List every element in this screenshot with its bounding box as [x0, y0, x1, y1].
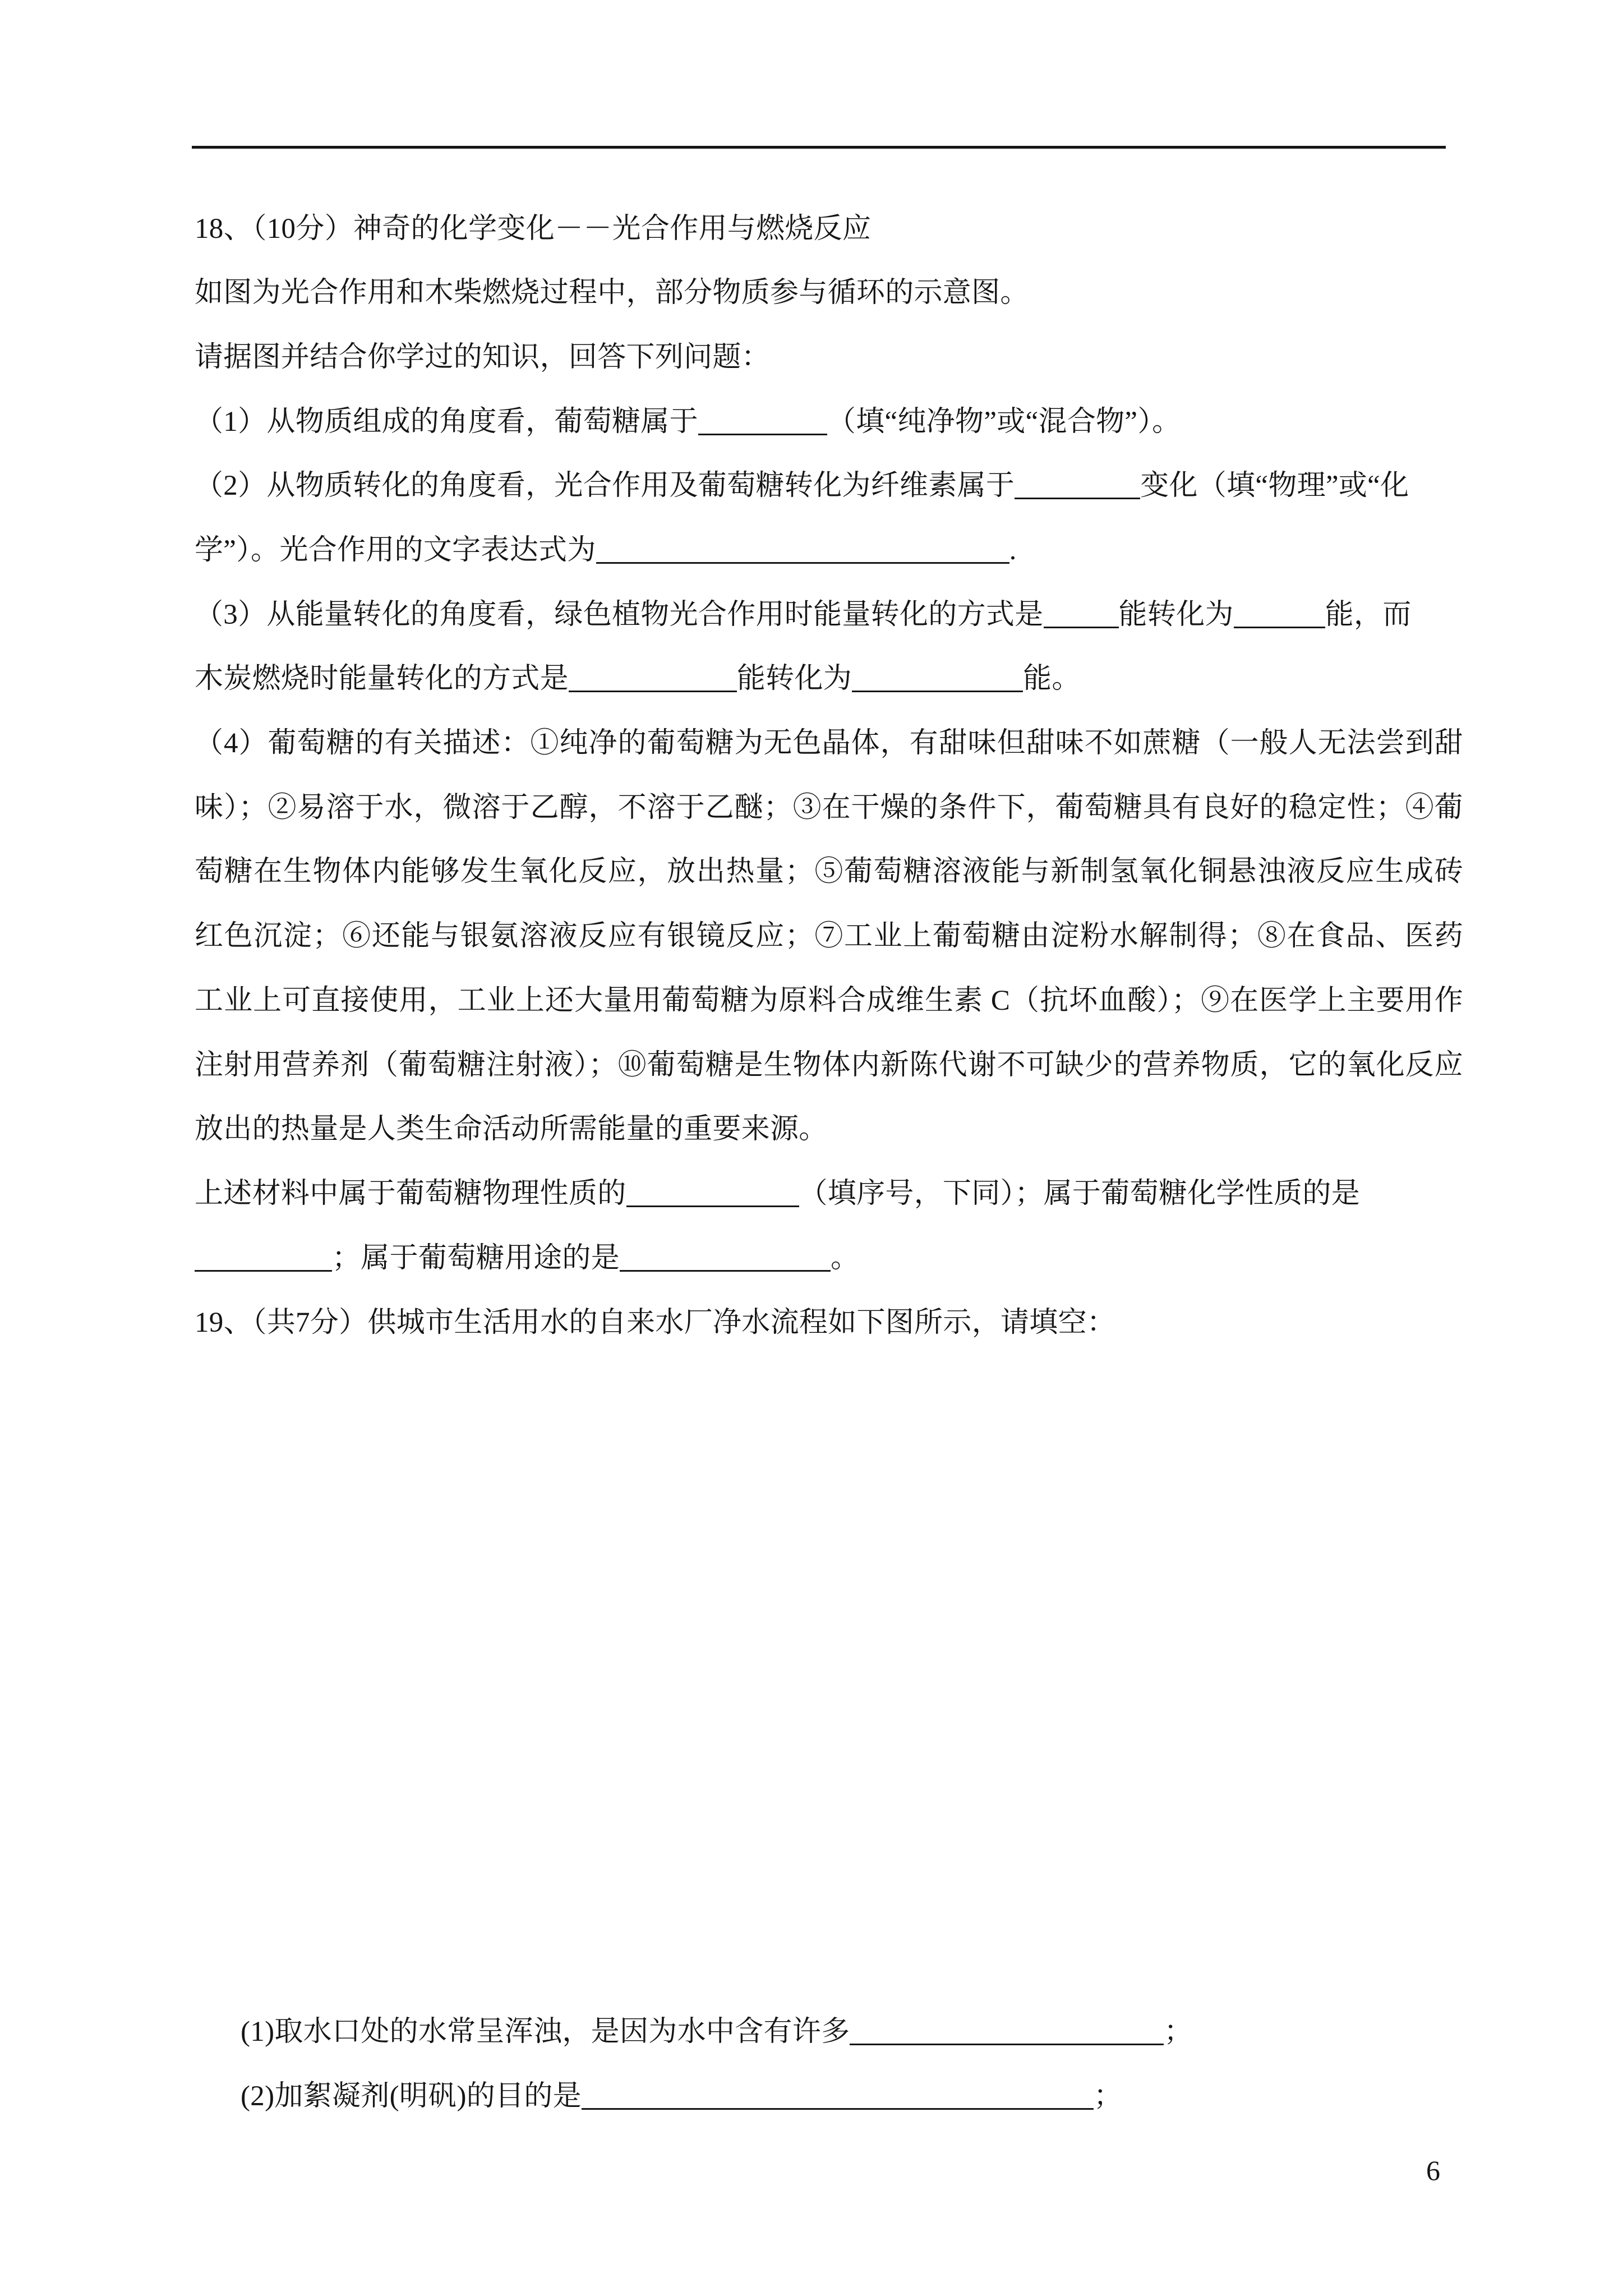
q18-part4-paragraph-line: 味）；②易溶于水，微溶于乙醇，不溶于乙醚；③在干燥的条件下，葡萄糖具有良好的稳定性；④葡	[195, 792, 1463, 823]
q18-part2-line-2	[195, 518, 1463, 583]
answer-blank	[620, 1245, 831, 1272]
q18-part4-paragraph-line: （4）葡萄糖的有关描述：①纯净的葡萄糖为无色晶体，有甜味但甜味不如蔗糖（一般人无法尝到甜	[195, 728, 1463, 760]
answer-blank	[569, 666, 737, 692]
answer-blank	[1234, 602, 1325, 628]
answer-blank	[850, 2019, 1164, 2045]
q18-part1-line	[195, 390, 1463, 454]
q18-part2-line-1	[195, 454, 1463, 518]
question-19-parts	[241, 2000, 1193, 2128]
q18-part2-end: .	[1009, 535, 1017, 567]
q18-part4-question-hint: （填序号，下同）；属于葡萄糖化学性质的是	[799, 1177, 1361, 1209]
q18-part4-question-line-2	[195, 1226, 1463, 1291]
question-18-intro: 如图为光合作用和木柴燃烧过程中，部分物质参与循环的示意图。	[195, 277, 1029, 309]
q18-part1-hint: （填“纯净物”或“混合物”）。	[827, 406, 1181, 438]
q18-part3-connector-2: 能转化为	[736, 663, 852, 695]
q18-part3-text-cont: 木炭燃烧时能量转化的方式是	[195, 663, 569, 695]
question-19	[195, 1291, 1115, 1355]
answer-blank	[1015, 473, 1140, 499]
answer-blank	[698, 409, 827, 435]
q18-part4-paragraph-line: 放出的热量是人类生命活动所需能量的重要来源。	[195, 1114, 828, 1145]
q18-part4-question-end: 。	[831, 1242, 860, 1274]
q18-part4-paragraph-line: 萄糖在生物体内能够发生氧化反应，放出热量；⑤葡萄糖溶液能与新制氢氧化铜悬浊液反应生成砖	[195, 856, 1463, 888]
q18-part4-question-line-1	[195, 1162, 1463, 1226]
q18-part3-line-2	[195, 647, 1463, 711]
q18-part2-hint: 变化（填“物理”或“化	[1140, 470, 1409, 502]
q18-part3-line-1	[195, 583, 1463, 647]
page-number: 6	[1426, 2155, 1440, 2186]
answer-blank	[582, 2083, 1094, 2110]
q18-part2-text: （2）从物质转化的角度看，光合作用及葡萄糖转化为纤维素属于	[195, 470, 1015, 502]
q18-part4-question-text: 上述材料中属于葡萄糖物理性质的	[195, 1177, 626, 1209]
q19-part1-text: (1)取水口处的水常呈浑浊，是因为水中含有许多	[241, 2016, 850, 2047]
q19-part2-text: (2)加絮凝剂(明矾)的目的是	[241, 2080, 582, 2112]
q18-part4-paragraph-line: 红色沉淀；⑥还能与银氨溶液反应有银镜反应；⑦工业上葡萄糖由淀粉水解制得；⑧在食品、医药	[195, 921, 1463, 953]
q18-part2-text-cont: 学”）。光合作用的文字表达式为	[195, 535, 596, 567]
header-rule	[192, 146, 1446, 149]
q18-part3-connector: 能转化为	[1118, 599, 1234, 631]
answer-blank	[852, 666, 1023, 692]
q19-part1-end: ；	[1164, 2016, 1193, 2047]
q18-part3-end: 能。	[1023, 663, 1081, 695]
question-19-heading: 19、（共7分）供城市生活用水的自来水厂净水流程如下图所示，请填空：	[195, 1306, 1116, 1338]
q19-part2-line	[241, 2064, 1193, 2129]
answer-blank	[596, 537, 1009, 564]
question-18-heading: 18、（10分）神奇的化学变化－－光合作用与燃烧反应	[195, 213, 872, 245]
q19-part1-line	[241, 2000, 1193, 2064]
answer-blank	[626, 1181, 799, 1207]
q18-part3-text: （3）从能量转化的角度看，绿色植物光合作用时能量转化的方式是	[195, 599, 1044, 631]
question-18-instruction: 请据图并结合你学过的知识，回答下列问题：	[195, 341, 771, 373]
question-18	[195, 197, 1463, 1291]
q18-part4-paragraph-line: 注射用营养剂（葡萄糖注射液）；⑩葡萄糖是生物体内新陈代谢不可缺少的营养物质，它的氧化反应	[195, 1049, 1463, 1081]
q18-part1-text: （1）从物质组成的角度看，葡萄糖属于	[195, 406, 698, 438]
q18-part4-paragraph-line: 工业上可直接使用，工业上还大量用葡萄糖为原料合成维生素 C（抗坏血酸）；⑨在医学上主要用作	[195, 984, 1463, 1016]
answer-blank	[1044, 602, 1119, 628]
q18-part4-question-text-cont: ；属于葡萄糖用途的是	[332, 1242, 620, 1274]
q18-part3-tail: 能，而	[1325, 599, 1412, 631]
answer-blank	[195, 1245, 332, 1272]
q19-part2-end: ；	[1093, 2080, 1123, 2112]
